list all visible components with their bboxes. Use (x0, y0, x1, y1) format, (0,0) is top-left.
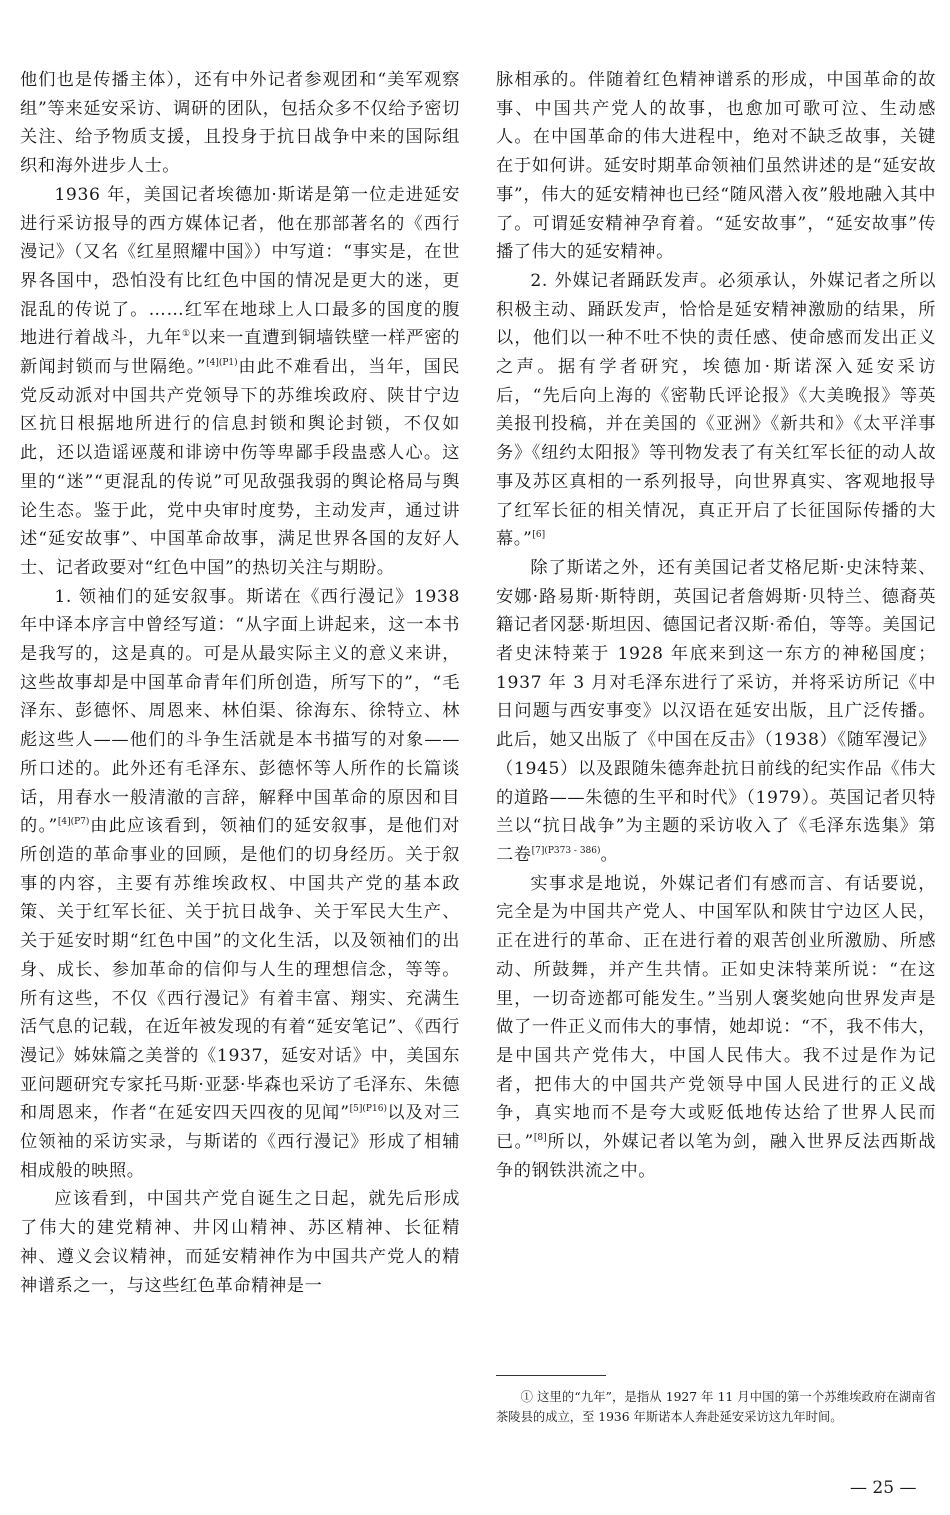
citation: [4](P1) (206, 358, 238, 369)
right-column (496, 66, 936, 1185)
paragraph-text: 2. 外媒记者踊跃发声。必须承认，外媒记者之所以积极主动、踊跃发声，恰恰是延安精神激励的结果，所以，他们以一种不吐不快的责任感、使命感而发出正义之声。据有学者研究，埃德加·斯诺深入延安采访后，“先后向上海的《密勒氏评论报》《大美晚报》等英美报刊投稿，并在美国的《亚洲》《新共和》《太平洋事务》《纽约太阳报》等刊物发表了有关红军长征的动人故事及苏区真相的一系列报导，向世界真实、客观地报导了红军长征的相关情况，真正开启了长征国际传播的大幕。” (496, 270, 936, 550)
footnote: ① 这里的“九年”，是指从 1927 年 11 月中国的第一个苏维埃政府在湖南省茶陵县的成立，至 1936 年斯诺本人奔赴延安采访这九年时间。 (496, 1390, 936, 1424)
citation: [4](P7) (57, 817, 90, 828)
paragraph-2 (20, 181, 460, 583)
paragraph-8 (496, 870, 936, 1186)
paragraph-5: 脉相承的。伴随着红色精神谱系的形成，中国革命的故事、中国共产党人的故事，也愈加可歌可泣、生动感人。在中国革命的伟大进程中，绝对不缺乏故事，关键在于如何讲。延安时期革命领袖们虽然讲述的是“延安故事”，伟大的延安精神也已经“随风潜入夜”般地融入其中了。可谓延安精神孕育着。“延安故事”，“延安故事”传播了伟大的延安精神。 (496, 70, 936, 263)
citation: [7](P373 - 386) (531, 845, 601, 856)
paragraph-3 (20, 583, 460, 1186)
left-column (20, 66, 460, 1300)
paragraph-text: 所以，外媒记者以笔为剑，融入世界反法西斯战争的钢铁洪流之中。 (496, 1132, 936, 1181)
paragraph-7 (496, 554, 936, 870)
paragraph-text: 实事求是地说，外媒记者们有感而言、有话要说，完全是为中国共产党人、中国军队和陕甘宁边区人民，正在进行的革命、正在进行着的艰苦创业所激励、所感动、所鼓舞，并产生共情。正如史沫特莱所说：“在这里，一切奇迹都可能发生。”当别人褒奖她向世界发声是做了一件正义而伟大的事情，她却说：“不，我不伟大，是中国共产党伟大，中国人民伟大。我不过是作为记者，把伟大的中国共产党领导中国人民进行的正义战争，真实地而不是夸大或贬低地传达给了世界人民而已。” (496, 873, 936, 1153)
paragraph-4: 应该看到，中国共产党自诞生之日起，就先后形成了伟大的建党精神、井冈山精神、苏区精神、长征精神、遵义会议精神，而延安精神作为中国共产党人的精神谱系之一，与这些红色革命精神是一 (20, 1189, 460, 1296)
paragraph-text: 以来一直遭到铜墙铁壁一样严密的新闻封锁而与世隔绝。” (20, 328, 460, 378)
paragraph-text: 以及对三位领袖的采访实录，与斯诺的《西行漫记》形成了相辅相成般的映照。 (20, 1103, 460, 1181)
paragraph-6 (496, 267, 936, 554)
paragraph-text: 1. 领袖们的延安叙事。斯诺在《西行漫记》1938 年中译本序言中曾经写道：“从字面上讲起来，这一本书是我写的，这是真的。可是从最实际主义的意义来讲，这些故事却是中国革命青年们所创造，所写下的”，“毛泽东、彭德怀、周恩来、林伯渠、徐海东、徐特立、林彪这些人——他们的斗争生活就是本书描写的对象——所口述的。此外还有毛泽东、彭德怀等人所作的长篇谈话，用春水一般清澈的言辞，解释中国革命的原因和目的。” (20, 586, 460, 837)
paragraph-text: 除了斯诺之外，还有美国记者艾格尼斯·史沫特莱、安娜·路易斯·斯特朗，英国记者詹姆斯·贝特兰、德裔英籍记者冈瑟·斯坦因、德国记者汉斯·希伯，等等。美国记者史沫特莱于 1928 年底来到这一东方的神秘国度；1937 年 3 月对毛泽东进行了采访，并将采访所记《中日问题与西安事变》以汉语在延安出版，且广泛传播。此后，她又出版了《中国在反击》（1938）《随军漫记》（1945）以及跟随朱德奔赴抗日前线的纪实作品《伟大的道路——朱德的生平和时代》（1979）。英国记者贝特兰以“抗日战争”为主题的采访收入了《毛泽东选集》第二卷 (496, 557, 936, 865)
paragraph-text: 1936 年，美国记者埃德加·斯诺是第一位走进延安进行采访报导的西方媒体记者，他在那部著名的《西行漫记》（又名《红星照耀中国》）中写道：“事实是，在世界各国中，恐怕没有比红色中国的情况是更大的迷，更混乱的传说了。……红军在地球上人口最多的国度的腹地进行着战斗，九年 (20, 184, 460, 349)
citation: [8] (533, 1133, 547, 1144)
citation: [6] (532, 530, 546, 541)
paragraph-1: 他们也是传播主体），还有中外记者参观团和“美军观察组”等来延安采访、调研的团队，包括众多不仅给予密切关注、给予物质支援，且投身于抗日战争中来的国际组织和海外进步人士。 (20, 70, 460, 177)
footnote-divider (496, 1375, 606, 1376)
paragraph-text: 由此应该看到，领袖们的延安叙事，是他们对所创造的革命事业的回顾，是他们的切身经历。关于叙事的内容，主要有苏维埃政权、中国共产党的基本政策、关于红军长征、关于抗日战争、关于军民大生产、关于延安时期“红色中国”的文化生活，以及领袖们的出身、成长、参加革命的信仰与人生的理想信念，等等。所有这些，不仅《西行漫记》有着丰富、翔实、充满生活气息的记载，在近年被发现的有着“延安笔记”、《西行漫记》姊妹篇之美誉的《1937，延安对话》中，美国东亚问题研究专家托马斯·亚瑟·毕森也采访了毛泽东、朱德和周恩来，作者“在延安四天四夜的见闻” (20, 816, 460, 1124)
paragraph-text: 。 (600, 844, 619, 865)
footnote-marker: ① (181, 329, 191, 340)
page-number: — 25 — (850, 1478, 917, 1498)
citation: [5](P16) (349, 1104, 387, 1115)
paragraph-text: 由此不难看出，当年，国民党反动派对中国共产党领导下的苏维埃政府、陕甘宁边区抗日根据地所进行的信息封锁和舆论封锁，不仅如此，还以造谣诬蔑和诽谤中伤等卑鄙手段蛊惑人心。这里的“迷”“更混乱的传说”可见敌强我弱的舆论格局与舆论生态。鉴于此，党中央审时度势，主动发声，通过讲述“延安故事”、中国革命故事，满足世界各国的友好人士、记者政要对“红色中国”的热切关注与期盼。 (20, 357, 460, 578)
